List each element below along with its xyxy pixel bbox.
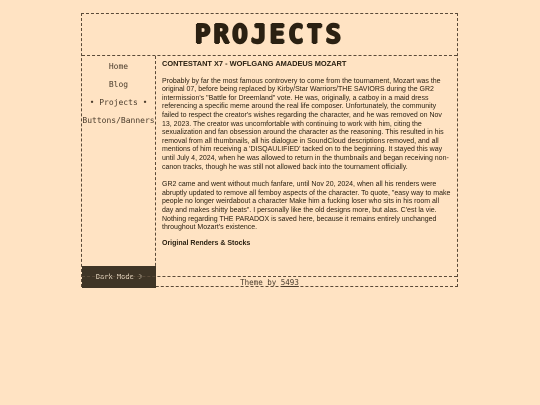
dark-mode-button[interactable]: Dark Mode ☽	[82, 266, 156, 288]
page-title: CONTESTANT X7 - WOFLGANG AMADEUS MOZART	[162, 59, 347, 68]
sidebar-item-blog[interactable]: Blog	[108, 80, 129, 89]
paragraph-history: Probably by far the most famous controvery to come from the tournament, Mozart was the original 07, before being replaced by Kirby/Star Warriors/THE SAVIORS during the GR2 intermission's "Battle for Dreemland" vote. He was, originally, a catboy in a maid dress referencing a specific meme around the real life composer. Unfortunately, the community failed to respect the creator's wishes regarding the character, and he was removed on Nov 13, 2023. The creator was uncomfortable with continuing to work with him, citing the sexualization and fan obsession around the character as the reasoning. This resulted in his removal from all thumbnails, all his dialogue in SoundCloud descriptions removed, and all mentions of him receiving a 'DISQAULIFIED' tacked on to the beginning. It stayed this way until July 4, 2024, when he was allowed to return in the thumbnails and began receiving non-canon tracks, though he was still not allowed back into the tournament officially.	[162, 77, 449, 171]
header	[82, 14, 457, 56]
sidebar-item-projects[interactable]: • Projects •	[89, 98, 148, 107]
main-content	[162, 60, 452, 270]
section-heading-renders: Original Renders & Stocks	[162, 239, 251, 247]
footer-credit-text: Theme by	[240, 278, 281, 287]
paragraph-paradox: Nothing regarding THE PARADOX is saved here, because it remains entirely unchanged throughout Mozart's existence.	[162, 215, 437, 232]
paragraph-redesign: GR2 came and went without much fanfare, until Nov 20, 2024, when all his renders were abruptly updated to remove all femboy aspects of the character. To quote, "easy way to make people no longer weirdabout a character Make him a fucking loser who sits in his room all day and makes shitty beats". I personally like the old designs more, but alas. C'est la vie.	[162, 181, 451, 214]
page-frame	[81, 13, 458, 287]
sidebar	[82, 56, 156, 281]
sidebar-item-home[interactable]: Home	[108, 62, 129, 71]
footer	[82, 276, 457, 288]
sidebar-item-buttons-banners[interactable]: Buttons/Banners	[82, 116, 155, 125]
site-logo[interactable]: PROJECTS	[194, 19, 345, 50]
theme-author-link[interactable]: 5493	[280, 278, 299, 287]
